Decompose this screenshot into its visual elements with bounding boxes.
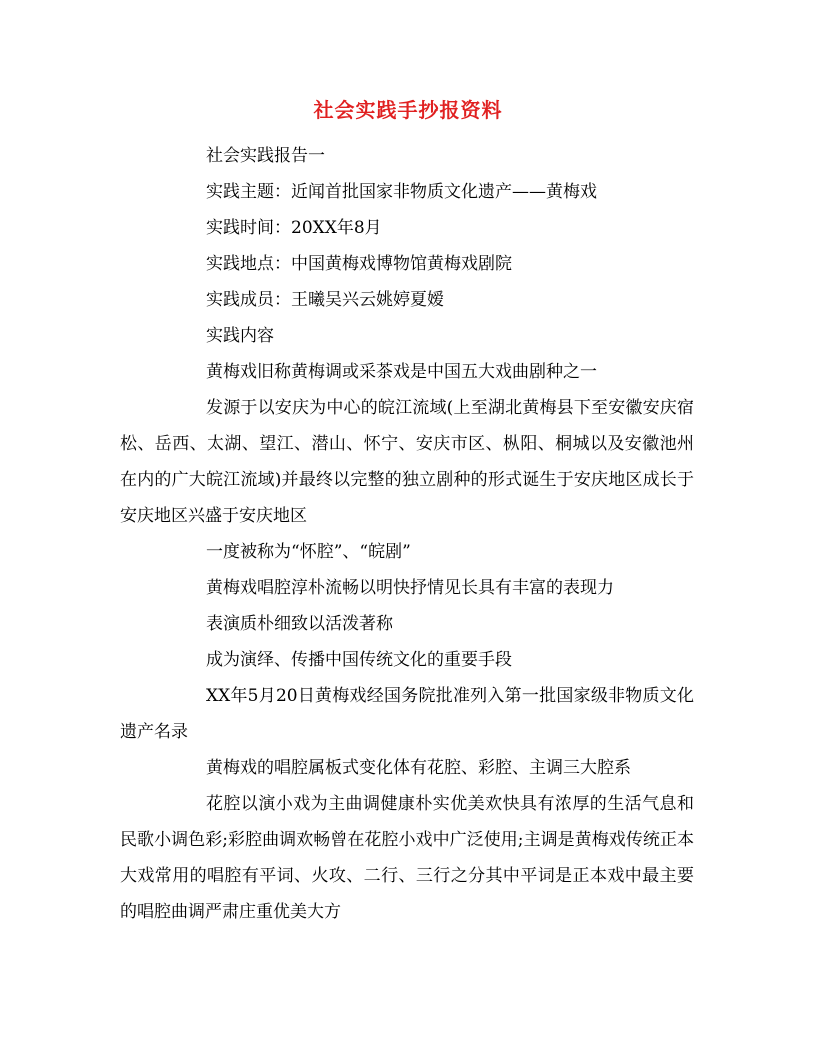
paragraph-report-heading: 社会实践报告一	[206, 146, 325, 166]
paragraph-content-heading: 实践内容	[206, 326, 274, 346]
document-body	[120, 138, 694, 930]
paragraph-tune-systems: 黄梅戏的唱腔属板式变化体有花腔、彩腔、主调三大腔系	[206, 758, 631, 778]
paragraph-time: 实践时间：20XX年8月	[206, 218, 382, 238]
paragraph-culture-role: 成为演绎、传播中国传统文化的重要手段	[206, 650, 512, 670]
paragraph-intro: 黄梅戏旧称黄梅调或采茶戏是中国五大戏曲剧种之一	[206, 362, 597, 382]
paragraph-members: 实践成员：王曦吴兴云姚婷夏嫒	[206, 290, 444, 310]
paragraph-heritage-listing: XX年5月20日黄梅戏经国务院批准列入第一批国家级非物质文化遗产名录	[120, 686, 694, 742]
paragraph-theme: 实践主题：近闻首批国家非物质文化遗产——黄梅戏	[206, 182, 597, 202]
paragraph-singing-style: 黄梅戏唱腔淳朴流畅以明快抒情见长具有丰富的表现力	[206, 578, 614, 598]
paragraph-tune-details: 花腔以演小戏为主曲调健康朴实优美欢快具有浓厚的生活气息和民歌小调色彩;彩腔曲调欢畅曾在花腔小戏中广泛使用;主调是黄梅戏传统正本大戏常用的唱腔有平词、火攻、二行、三行之分其中平词是正本戏中最主要的唱腔曲调严肃庄重优美大方	[120, 794, 694, 922]
paragraph-location: 实践地点：中国黄梅戏博物馆黄梅戏剧院	[206, 254, 512, 274]
paragraph-origin: 发源于以安庆为中心的皖江流域(上至湖北黄梅县下至安徽安庆宿松、岳西、太湖、望江、潜山、怀宁、安庆市区、枞阳、桐城以及安徽池州在内的广大皖江流域)并最终以完整的独立剧种的形式诞生于安庆地区成长于安庆地区兴盛于安庆地区	[120, 398, 694, 526]
document-title: 社会实践手抄报资料	[313, 98, 503, 122]
paragraph-former-names: 一度被称为“怀腔”、“皖剧”	[206, 542, 411, 562]
paragraph-performance: 表演质朴细致以活泼著称	[206, 614, 393, 634]
